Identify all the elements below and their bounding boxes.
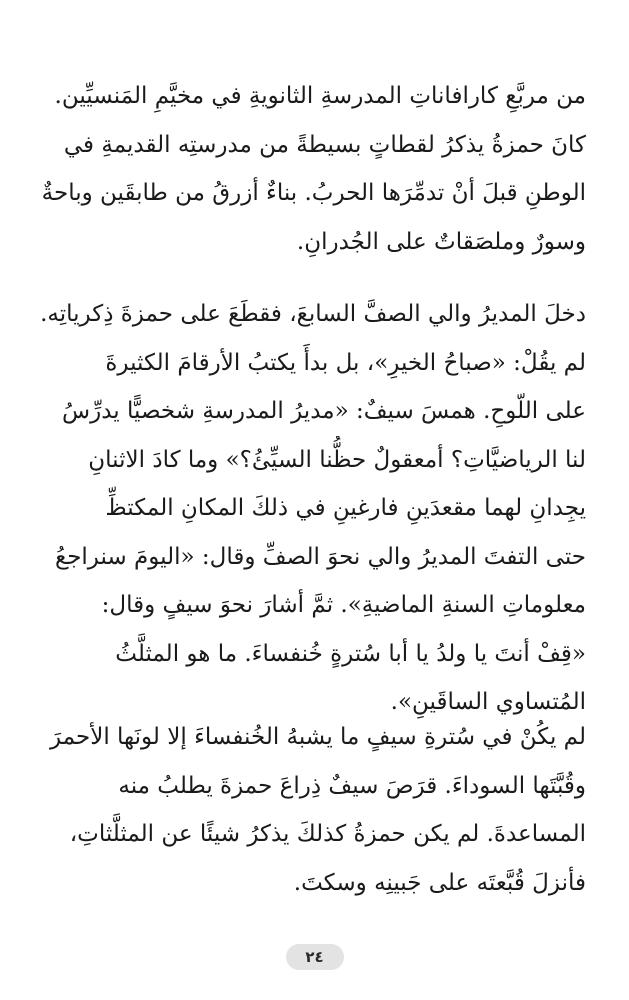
text-line: لم يقُلْ: «صباحُ الخيرِ»، بل بدأَ يكتبُ الأرقامَ الكثيرةَ xyxy=(105,349,586,376)
text-line: وسورٌ وملصَقاتٌ على الجُدرانِ. xyxy=(296,228,586,255)
text-line: كانَ حمزةُ يذكرُ لقطاتٍ بسيطةً من مدرستِه القديمةِ في xyxy=(63,131,586,158)
text-line: معلوماتِ السنةِ الماضيةِ». ثمَّ أشارَ نحوَ سيفٍ وقال: xyxy=(101,592,586,618)
text-line: حتى التفتَ المديرُ والي نحوَ الصفِّ وقال: «اليومَ سنراجعُ xyxy=(54,543,586,570)
text-line: «قِفْ أنتَ يا ولدُ يا أبا سُترةٍ خُنفساءَ. ما هو المثلَّثُ xyxy=(115,640,586,667)
page-footer xyxy=(0,944,629,974)
text-line: لنا الرياضيَّاتِ؟ أمعقولٌ حظُّنا السيِّئُ؟» وما كادَ الاثنانِ xyxy=(88,446,586,473)
page-number: ٢٤ xyxy=(286,944,344,970)
text-line: المُتساوي الساقَينِ». xyxy=(390,689,586,715)
text-line: من مربَّعِ كارافاناتِ المدرسةِ الثانويةِ في مخيَّمِ المَنسيِّين. xyxy=(54,83,586,109)
text-line: دخلَ المديرُ والي الصفَّ السابعَ، فقطَعَ على حمزةَ ذِكرياتِه. xyxy=(40,301,586,327)
paragraph-1 xyxy=(38,72,586,266)
text-line: على اللّوحِ. همسَ سيفٌ: «مديرُ المدرسةِ شخصيًّا يدرِّسُ xyxy=(62,398,586,424)
text-line: المساعدةَ. لم يكن حمزةُ كذلكَ يذكرُ شيئًا عن المثلَّثاتِ، xyxy=(69,821,586,847)
text-line: الوطنِ قبلَ أنْ تدمِّرَها الحربُ. بناءٌ أزرقُ من طابقَين وباحةٌ xyxy=(41,180,586,206)
text-line: وقُبَّتَها السوداءَ. قرَصَ سيفٌ ذِراعَ حمزةَ يطلبُ منه xyxy=(118,772,586,799)
text-line: يجِدانِ لهما مقعدَينِ فارغينِ في ذلكَ المكانِ المكتظِّ xyxy=(105,495,586,521)
paragraph-3 xyxy=(38,713,586,907)
text-line: فأنزلَ قُبَّعتَه على جَبينِه وسكتَ. xyxy=(293,869,586,896)
text-line: لم يكُنْ في سُترةِ سيفٍ ما يشبهُ الخُنفساءَ إلا لونَها الأحمرَ xyxy=(50,724,586,750)
paragraph-2 xyxy=(38,290,586,727)
